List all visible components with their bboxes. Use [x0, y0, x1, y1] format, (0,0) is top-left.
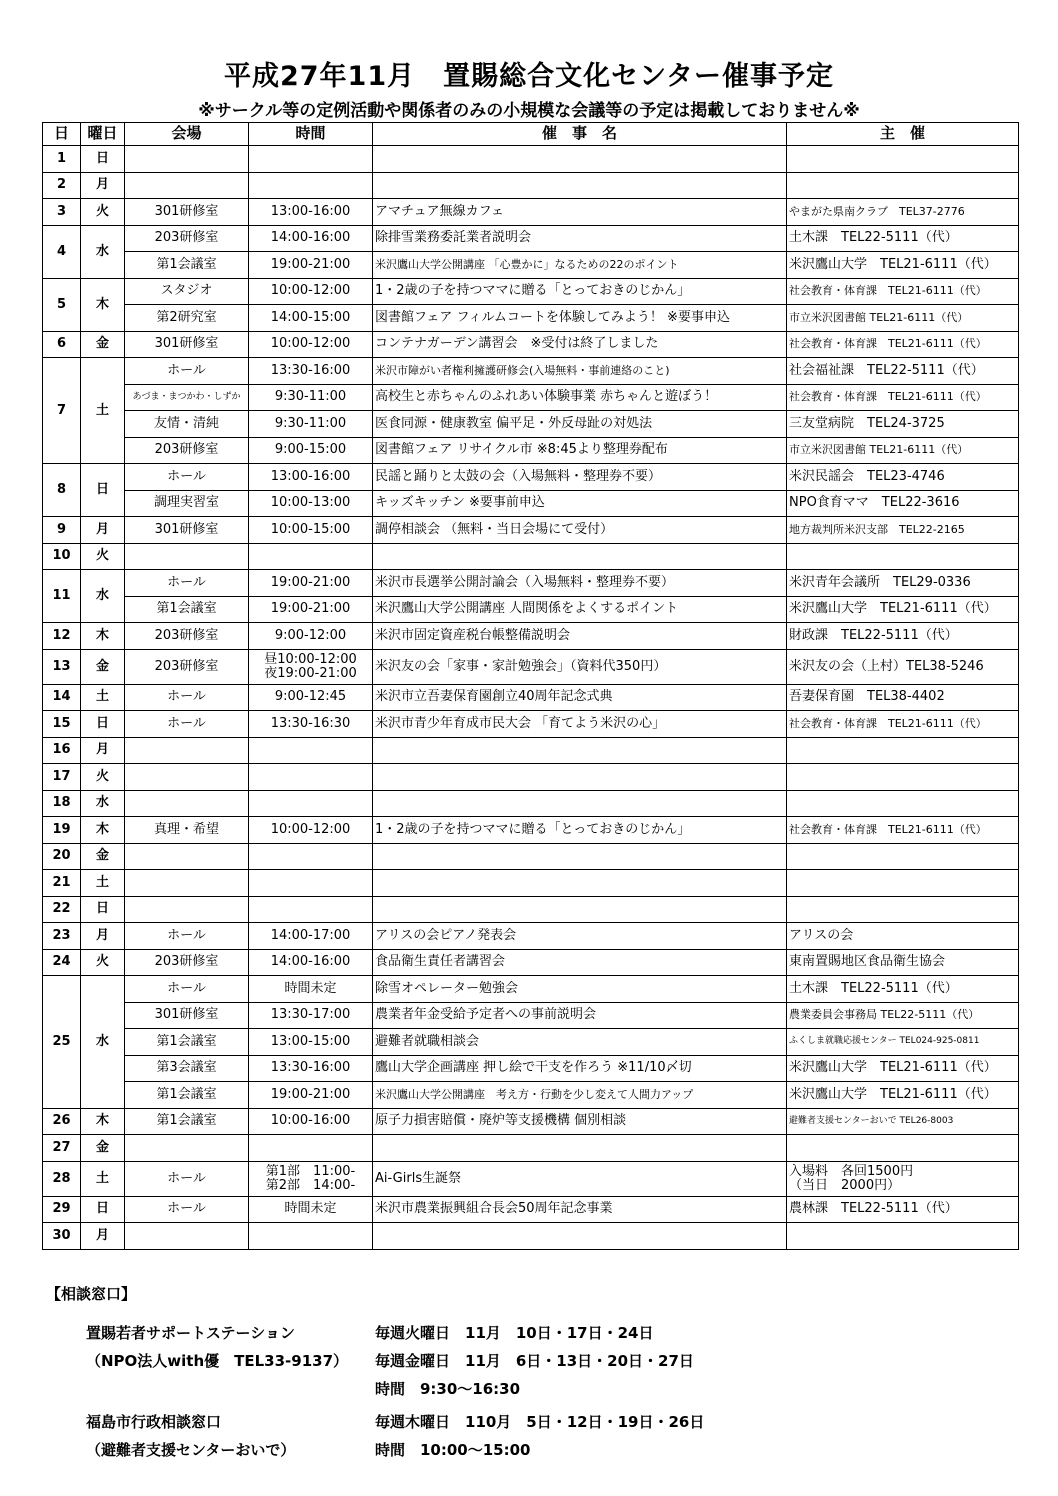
- table-row: [43, 1002, 1019, 1029]
- day-cell: 16: [43, 737, 81, 764]
- weekday-cell: 月: [81, 923, 125, 950]
- time-cell: 19:00-21:00: [249, 570, 373, 597]
- day-cell: 8: [43, 464, 81, 517]
- time-cell: 13:30-17:00: [249, 1002, 373, 1029]
- organizer-cell: [787, 764, 1019, 791]
- table-row: [43, 684, 1019, 711]
- header-event: 催 事 名: [373, 123, 787, 146]
- organizer-cell: [787, 896, 1019, 923]
- table-row: [43, 570, 1019, 597]
- event-cell: [373, 1223, 787, 1250]
- event-cell: [373, 1135, 787, 1162]
- venue-cell: [125, 1135, 249, 1162]
- weekday-cell: 火: [81, 764, 125, 791]
- time-cell: 19:00-21:00: [249, 596, 373, 623]
- organizer-cell: 社会教育・体育課 TEL21-6111（代）: [787, 817, 1019, 844]
- table-row: [43, 411, 1019, 438]
- table-row: [43, 711, 1019, 738]
- weekday-cell: 水: [81, 225, 125, 278]
- table-row: [43, 596, 1019, 623]
- event-cell: コンテナガーデン講習会 ※受付は終了しました: [373, 331, 787, 358]
- event-cell: 米沢市固定資産税台帳整備説明会: [373, 623, 787, 650]
- consultation-label: （避難者支援センターおいで）: [86, 1441, 296, 1459]
- time-cell: [249, 764, 373, 791]
- weekday-cell: 金: [81, 843, 125, 870]
- event-cell: [373, 790, 787, 817]
- event-cell: 1・2歳の子を持つママに贈る「とっておきのじかん」: [373, 817, 787, 844]
- venue-cell: 203研修室: [125, 949, 249, 976]
- venue-cell: 301研修室: [125, 1002, 249, 1029]
- table-row: [43, 1082, 1019, 1109]
- day-cell: 22: [43, 896, 81, 923]
- venue-cell: スタジオ: [125, 278, 249, 305]
- organizer-cell: [787, 1135, 1019, 1162]
- venue-cell: 203研修室: [125, 437, 249, 464]
- time-cell: 10:00-12:00: [249, 817, 373, 844]
- organizer-cell: 米沢青年会議所 TEL29-0336: [787, 570, 1019, 597]
- weekday-cell: 日: [81, 896, 125, 923]
- event-cell: [373, 843, 787, 870]
- time-cell: [249, 146, 373, 173]
- time-cell: 9:00-12:45: [249, 684, 373, 711]
- weekday-cell: 日: [81, 146, 125, 173]
- day-cell: 24: [43, 949, 81, 976]
- venue-cell: 203研修室: [125, 623, 249, 650]
- venue-cell: [125, 764, 249, 791]
- table-row: [43, 437, 1019, 464]
- day-cell: 10: [43, 543, 81, 570]
- table-row: [43, 1161, 1019, 1196]
- organizer-cell: 米沢友の会（上村）TEL38-5246: [787, 649, 1019, 684]
- event-cell: 米沢市農業振興組合長会50周年記念事業: [373, 1196, 787, 1223]
- venue-cell: 301研修室: [125, 331, 249, 358]
- day-cell: 3: [43, 199, 81, 226]
- time-cell: 14:00-17:00: [249, 923, 373, 950]
- venue-cell: 203研修室: [125, 649, 249, 684]
- event-cell: 図書館フェア フィルムコートを体験してみよう！ ※要事申込: [373, 305, 787, 332]
- event-cell: 米沢市長選挙公開討論会（入場無料・整理券不要）: [373, 570, 787, 597]
- event-cell: 米沢市青少年育成市民大会 「育てよう米沢の心」: [373, 711, 787, 738]
- time-cell: 14:00-16:00: [249, 225, 373, 252]
- consultation-schedule: 時間 10:00〜15:00: [375, 1441, 531, 1459]
- weekday-cell: 日: [81, 1196, 125, 1223]
- table-row: [43, 252, 1019, 279]
- organizer-cell: 市立米沢図書館 TEL21-6111（代）: [787, 437, 1019, 464]
- organizer-cell: 米沢鷹山大学 TEL21-6111（代）: [787, 1055, 1019, 1082]
- table-row: [43, 331, 1019, 358]
- organizer-cell: ふくしま就職応援センター TEL024-925-0811: [787, 1029, 1019, 1056]
- day-cell: 15: [43, 711, 81, 738]
- organizer-cell: 米沢鷹山大学 TEL21-6111（代）: [787, 596, 1019, 623]
- event-cell: アリスの会ピアノ発表会: [373, 923, 787, 950]
- organizer-cell: [787, 146, 1019, 173]
- table-row: [43, 464, 1019, 491]
- weekday-cell: 土: [81, 870, 125, 897]
- table-row: [43, 172, 1019, 199]
- venue-cell: 301研修室: [125, 199, 249, 226]
- day-cell: 14: [43, 684, 81, 711]
- organizer-cell: [787, 1223, 1019, 1250]
- organizer-cell: 入場料 各回1500円 （当日 2000円）: [787, 1161, 1019, 1196]
- time-cell: 第1部 11:00- 第2部 14:00-: [249, 1161, 373, 1196]
- organizer-cell: やまがた県南クラブ TEL37-2776: [787, 199, 1019, 226]
- weekday-cell: 火: [81, 949, 125, 976]
- header-weekday: 曜日: [81, 123, 125, 146]
- venue-cell: 203研修室: [125, 225, 249, 252]
- day-cell: 26: [43, 1108, 81, 1135]
- venue-cell: 第1会議室: [125, 596, 249, 623]
- table-row: [43, 543, 1019, 570]
- event-cell: 原子力損害賠償・廃炉等支援機構 個別相談: [373, 1108, 787, 1135]
- organizer-cell: 米沢民謡会 TEL23-4746: [787, 464, 1019, 491]
- organizer-cell: 地方裁判所米沢支部 TEL22-2165: [787, 517, 1019, 544]
- venue-cell: [125, 543, 249, 570]
- venue-cell: 第3会議室: [125, 1055, 249, 1082]
- table-row: [43, 737, 1019, 764]
- table-row: [43, 490, 1019, 517]
- table-row: [43, 764, 1019, 791]
- weekday-cell: 土: [81, 684, 125, 711]
- day-cell: 30: [43, 1223, 81, 1250]
- schedule-body: [43, 146, 1019, 1250]
- weekday-cell: 月: [81, 1223, 125, 1250]
- weekday-cell: 日: [81, 464, 125, 517]
- table-row: [43, 384, 1019, 411]
- organizer-cell: 社会教育・体育課 TEL21-6111（代）: [787, 384, 1019, 411]
- weekday-cell: 木: [81, 817, 125, 844]
- time-cell: 時間未定: [249, 976, 373, 1003]
- day-cell: 1: [43, 146, 81, 173]
- organizer-cell: [787, 543, 1019, 570]
- time-cell: [249, 896, 373, 923]
- header-time: 時間: [249, 123, 373, 146]
- event-cell: [373, 870, 787, 897]
- organizer-cell: 土木課 TEL22-5111（代）: [787, 976, 1019, 1003]
- day-cell: 11: [43, 570, 81, 623]
- time-cell: 9:30-11:00: [249, 411, 373, 438]
- day-cell: 20: [43, 843, 81, 870]
- table-row: [43, 1108, 1019, 1135]
- table-row: [43, 870, 1019, 897]
- time-cell: 13:30-16:00: [249, 358, 373, 385]
- weekday-cell: 木: [81, 1108, 125, 1135]
- time-cell: [249, 737, 373, 764]
- organizer-cell: 農林課 TEL22-5111（代）: [787, 1196, 1019, 1223]
- weekday-cell: 土: [81, 1161, 125, 1196]
- page-title: 平成27年11月 置賜総合文化センター催事予定: [223, 61, 835, 92]
- weekday-cell: 火: [81, 199, 125, 226]
- time-cell: 19:00-21:00: [249, 252, 373, 279]
- time-cell: [249, 1223, 373, 1250]
- event-cell: 米沢市障がい者権利擁護研修会(入場無料・事前連絡のこと): [373, 358, 787, 385]
- schedule-table: [42, 122, 1019, 1250]
- table-row: [43, 623, 1019, 650]
- venue-cell: [125, 790, 249, 817]
- table-row: [43, 1055, 1019, 1082]
- venue-cell: ホール: [125, 570, 249, 597]
- weekday-cell: 土: [81, 358, 125, 464]
- table-row: [43, 976, 1019, 1003]
- time-cell: [249, 172, 373, 199]
- consultation-schedule: 毎週木曜日 110月 5日・12日・19日・26日: [375, 1413, 705, 1431]
- consultation-schedule: 毎週金曜日 11月 6日・13日・20日・27日: [375, 1352, 694, 1370]
- organizer-cell: [787, 870, 1019, 897]
- venue-cell: [125, 737, 249, 764]
- venue-cell: あづま・まつかわ・しずか: [125, 384, 249, 411]
- table-row: [43, 896, 1019, 923]
- time-cell: 9:00-15:00: [249, 437, 373, 464]
- venue-cell: ホール: [125, 1196, 249, 1223]
- venue-cell: 友情・清純: [125, 411, 249, 438]
- table-row: [43, 817, 1019, 844]
- time-cell: 10:00-12:00: [249, 331, 373, 358]
- weekday-cell: 月: [81, 517, 125, 544]
- venue-cell: 真理・希望: [125, 817, 249, 844]
- weekday-cell: 金: [81, 1135, 125, 1162]
- weekday-cell: 金: [81, 331, 125, 358]
- consultation-label: 置賜若者サポートステーション: [86, 1324, 295, 1342]
- time-cell: [249, 543, 373, 570]
- table-row: [43, 1135, 1019, 1162]
- organizer-cell: 米沢鷹山大学 TEL21-6111（代）: [787, 252, 1019, 279]
- consultation-label: 福島市行政相談窓口: [86, 1413, 222, 1431]
- event-cell: 高校生と赤ちゃんのふれあい体験事業 赤ちゃんと遊ぼう！: [373, 384, 787, 411]
- venue-cell: [125, 146, 249, 173]
- event-cell: 米沢鷹山大学公開講座 「心豊かに」なるための22のポイント: [373, 252, 787, 279]
- organizer-cell: 社会教育・体育課 TEL21-6111（代）: [787, 278, 1019, 305]
- time-cell: 9:00-12:00: [249, 623, 373, 650]
- organizer-cell: 社会福祉課 TEL22-5111（代）: [787, 358, 1019, 385]
- event-cell: 米沢市立吾妻保育園創立40周年記念式典: [373, 684, 787, 711]
- time-cell: 昼10:00-12:00 夜19:00-21:00: [249, 649, 373, 684]
- table-row: [43, 949, 1019, 976]
- organizer-cell: [787, 737, 1019, 764]
- table-row: [43, 790, 1019, 817]
- organizer-cell: [787, 843, 1019, 870]
- day-cell: 7: [43, 358, 81, 464]
- organizer-cell: 吾妻保育園 TEL38-4402: [787, 684, 1019, 711]
- venue-cell: [125, 172, 249, 199]
- time-cell: 10:00-16:00: [249, 1108, 373, 1135]
- time-cell: 14:00-15:00: [249, 305, 373, 332]
- time-cell: 13:00-15:00: [249, 1029, 373, 1056]
- event-cell: [373, 764, 787, 791]
- event-cell: 1・2歳の子を持つママに贈る「とっておきのじかん」: [373, 278, 787, 305]
- weekday-cell: 月: [81, 172, 125, 199]
- page-subtitle: ※サークル等の定例活動や関係者のみの小規模な会議等の予定は掲載しておりません※: [198, 101, 860, 121]
- day-cell: 13: [43, 649, 81, 684]
- weekday-cell: 木: [81, 623, 125, 650]
- table-row: [43, 517, 1019, 544]
- organizer-cell: [787, 172, 1019, 199]
- organizer-cell: 東南置賜地区食品衛生協会: [787, 949, 1019, 976]
- venue-cell: [125, 1223, 249, 1250]
- time-cell: 13:00-16:00: [249, 464, 373, 491]
- event-cell: 米沢友の会「家事・家計勉強会」（資料代350円）: [373, 649, 787, 684]
- day-cell: 5: [43, 278, 81, 331]
- day-cell: 28: [43, 1161, 81, 1196]
- venue-cell: ホール: [125, 711, 249, 738]
- header-day: 日: [43, 123, 81, 146]
- day-cell: 6: [43, 331, 81, 358]
- weekday-cell: 日: [81, 711, 125, 738]
- header-organizer: 主 催: [787, 123, 1019, 146]
- event-cell: 食品衛生責任者講習会: [373, 949, 787, 976]
- event-cell: [373, 737, 787, 764]
- event-cell: 除排雪業務委託業者説明会: [373, 225, 787, 252]
- consultation-schedule: 時間 9:30〜16:30: [375, 1380, 521, 1398]
- event-cell: 農業者年金受給予定者への事前説明会: [373, 1002, 787, 1029]
- day-cell: 21: [43, 870, 81, 897]
- event-cell: 米沢鷹山大学公開講座 考え方・行動を少し変えて人間力アップ: [373, 1082, 787, 1109]
- venue-cell: 第2研究室: [125, 305, 249, 332]
- organizer-cell: NPO食育ママ TEL22-3616: [787, 490, 1019, 517]
- table-row: [43, 199, 1019, 226]
- consultation-header: 【相談窓口】: [46, 1285, 137, 1303]
- weekday-cell: 月: [81, 737, 125, 764]
- event-cell: [373, 172, 787, 199]
- weekday-cell: 木: [81, 278, 125, 331]
- venue-cell: 301研修室: [125, 517, 249, 544]
- day-cell: 29: [43, 1196, 81, 1223]
- organizer-cell: [787, 790, 1019, 817]
- time-cell: [249, 843, 373, 870]
- event-cell: [373, 896, 787, 923]
- table-row: [43, 1196, 1019, 1223]
- day-cell: 2: [43, 172, 81, 199]
- day-cell: 19: [43, 817, 81, 844]
- table-row: [43, 1029, 1019, 1056]
- event-cell: 鷹山大学企画講座 押し絵で干支を作ろう ※11/10〆切: [373, 1055, 787, 1082]
- time-cell: 13:30-16:30: [249, 711, 373, 738]
- venue-cell: [125, 896, 249, 923]
- organizer-cell: 避難者支援センターおいで TEL26-8003: [787, 1108, 1019, 1135]
- time-cell: [249, 790, 373, 817]
- event-cell: 医食同源・健康教室 偏平足・外反母趾の対処法: [373, 411, 787, 438]
- day-cell: 23: [43, 923, 81, 950]
- table-row: [43, 843, 1019, 870]
- weekday-cell: 水: [81, 790, 125, 817]
- table-header-row: [43, 123, 1019, 146]
- organizer-cell: 米沢鷹山大学 TEL21-6111（代）: [787, 1082, 1019, 1109]
- day-cell: 9: [43, 517, 81, 544]
- venue-cell: ホール: [125, 684, 249, 711]
- table-row: [43, 225, 1019, 252]
- table-row: [43, 923, 1019, 950]
- venue-cell: 第1会議室: [125, 252, 249, 279]
- time-cell: 10:00-15:00: [249, 517, 373, 544]
- table-row: [43, 358, 1019, 385]
- organizer-cell: 社会教育・体育課 TEL21-6111（代）: [787, 331, 1019, 358]
- time-cell: 13:00-16:00: [249, 199, 373, 226]
- time-cell: [249, 1135, 373, 1162]
- venue-cell: ホール: [125, 1161, 249, 1196]
- table-row: [43, 146, 1019, 173]
- time-cell: 10:00-13:00: [249, 490, 373, 517]
- event-cell: 民謡と踊りと太鼓の会（入場無料・整理券不要）: [373, 464, 787, 491]
- day-cell: 27: [43, 1135, 81, 1162]
- weekday-cell: 火: [81, 543, 125, 570]
- day-cell: 4: [43, 225, 81, 278]
- time-cell: 19:00-21:00: [249, 1082, 373, 1109]
- event-cell: 米沢鷹山大学公開講座 人間関係をよくするポイント: [373, 596, 787, 623]
- venue-cell: [125, 843, 249, 870]
- venue-cell: 第1会議室: [125, 1029, 249, 1056]
- organizer-cell: 市立米沢図書館 TEL21-6111（代）: [787, 305, 1019, 332]
- venue-cell: ホール: [125, 976, 249, 1003]
- event-cell: 除雪オペレーター勉強会: [373, 976, 787, 1003]
- venue-cell: 調理実習室: [125, 490, 249, 517]
- venue-cell: ホール: [125, 358, 249, 385]
- organizer-cell: 財政課 TEL22-5111（代）: [787, 623, 1019, 650]
- table-row: [43, 1223, 1019, 1250]
- event-cell: キッズキッチン ※要事前申込: [373, 490, 787, 517]
- consultation-schedule: 毎週火曜日 11月 10日・17日・24日: [375, 1324, 654, 1342]
- weekday-cell: 金: [81, 649, 125, 684]
- weekday-cell: 水: [81, 570, 125, 623]
- time-cell: 14:00-16:00: [249, 949, 373, 976]
- organizer-cell: 三友堂病院 TEL24-3725: [787, 411, 1019, 438]
- consultation-label: （NPO法人with優 TEL33-9137）: [86, 1352, 349, 1370]
- event-cell: Ai-Girls生誕祭: [373, 1161, 787, 1196]
- event-cell: 調停相談会 （無料・当日会場にて受付）: [373, 517, 787, 544]
- event-cell: [373, 146, 787, 173]
- event-cell: アマチュア無線カフェ: [373, 199, 787, 226]
- day-cell: 17: [43, 764, 81, 791]
- organizer-cell: 土木課 TEL22-5111（代）: [787, 225, 1019, 252]
- weekday-cell: 水: [81, 976, 125, 1109]
- time-cell: 10:00-12:00: [249, 278, 373, 305]
- day-cell: 12: [43, 623, 81, 650]
- time-cell: 13:30-16:00: [249, 1055, 373, 1082]
- organizer-cell: 農業委員会事務局 TEL22-5111（代）: [787, 1002, 1019, 1029]
- event-cell: [373, 543, 787, 570]
- table-row: [43, 305, 1019, 332]
- time-cell: 9:30-11:00: [249, 384, 373, 411]
- venue-cell: 第1会議室: [125, 1082, 249, 1109]
- table-row: [43, 649, 1019, 684]
- time-cell: [249, 870, 373, 897]
- header-venue: 会場: [125, 123, 249, 146]
- time-cell: 時間未定: [249, 1196, 373, 1223]
- venue-cell: 第1会議室: [125, 1108, 249, 1135]
- table-row: [43, 278, 1019, 305]
- venue-cell: ホール: [125, 923, 249, 950]
- event-cell: 避難者就職相談会: [373, 1029, 787, 1056]
- venue-cell: [125, 870, 249, 897]
- event-cell: 図書館フェア リサイクル市 ※8:45より整理券配布: [373, 437, 787, 464]
- day-cell: 18: [43, 790, 81, 817]
- venue-cell: ホール: [125, 464, 249, 491]
- day-cell: 25: [43, 976, 81, 1109]
- organizer-cell: アリスの会: [787, 923, 1019, 950]
- organizer-cell: 社会教育・体育課 TEL21-6111（代）: [787, 711, 1019, 738]
